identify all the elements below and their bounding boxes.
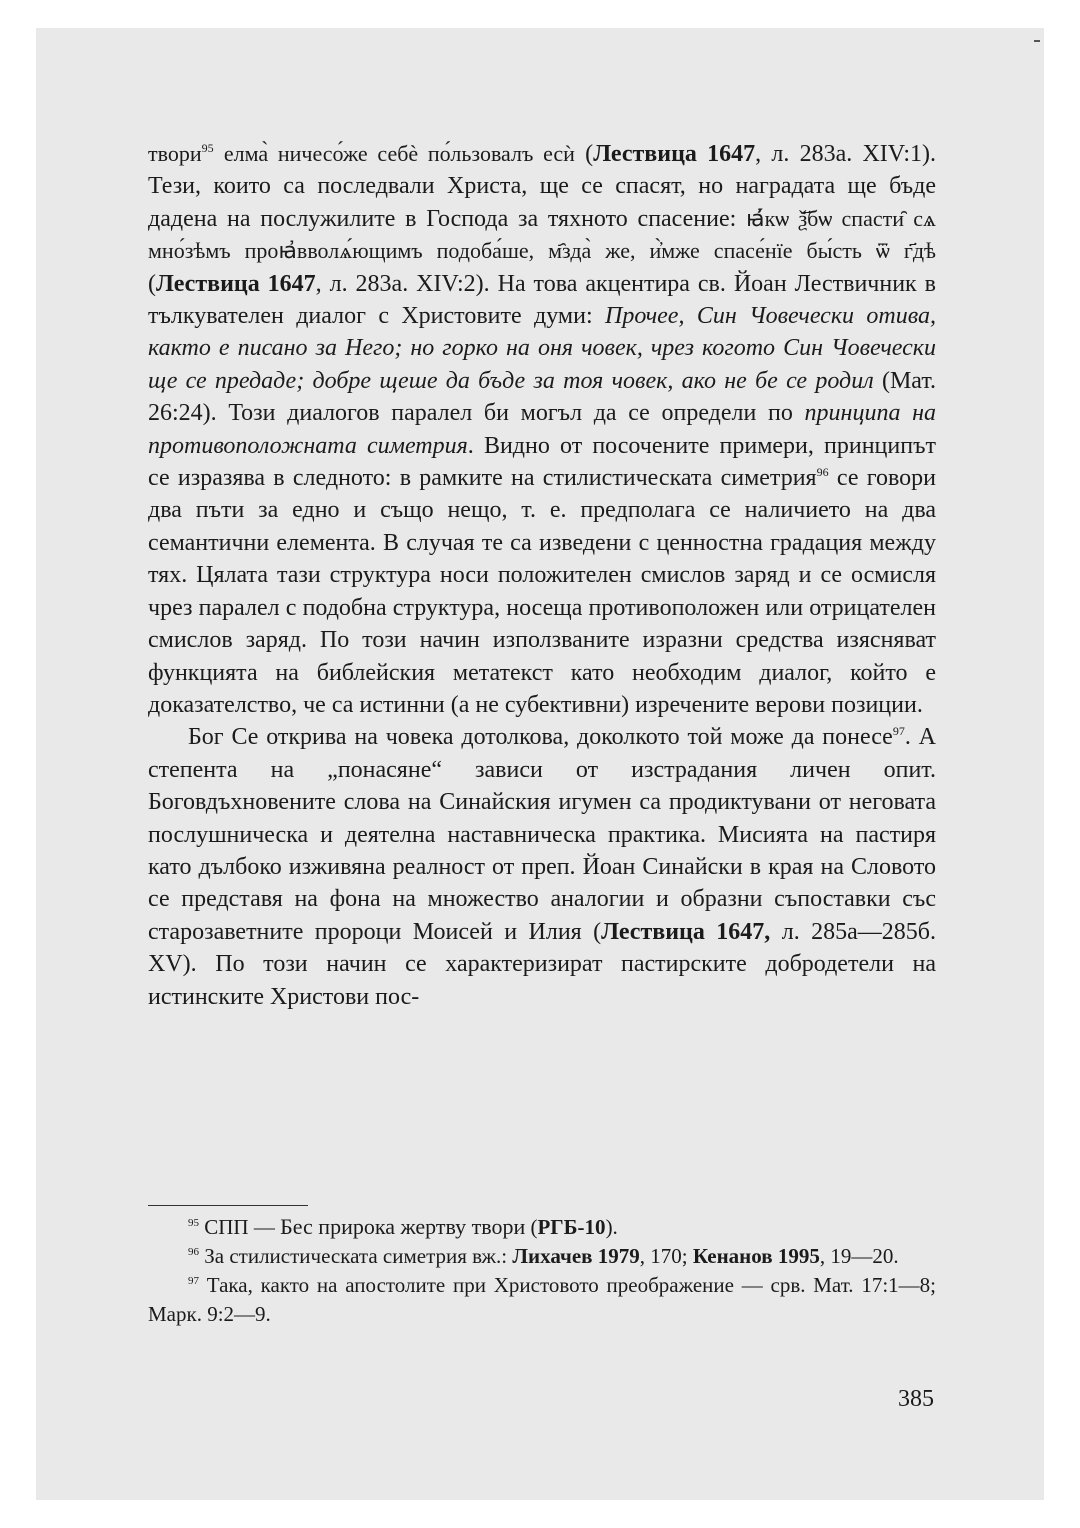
paragraph-2 (148, 721, 936, 1013)
footnote-number: 96 (188, 1246, 199, 1258)
text-run: За стилистическата симетрия вж.: (204, 1244, 513, 1268)
text-run: СПП — (204, 1215, 281, 1239)
footnote-95 (148, 1212, 936, 1242)
footnote-ref-96[interactable]: 96 (816, 465, 829, 480)
text-run: Бог Се открива на човека дотолкова, доколкото той може да понесе (188, 724, 893, 751)
text-run: л. 285а—285б. XV). По този начин се характеризират пастирските добродетели на истинските Христови пос- (148, 918, 936, 1010)
church-slavonic-text: твори (148, 141, 202, 166)
main-text (148, 138, 936, 1013)
text-run: , 170; (639, 1244, 693, 1268)
text-run: . Видно от посочените примери, принципът се изразява в следното: в рамките на стилистическата симетрия (148, 432, 936, 492)
footnote-number: 95 (188, 1217, 199, 1229)
text-run: се говори два пъти за едно и също нещо, т. е. предполага се наличието на два семантични елемента. В случая те са изведени с ценностна градация между тях. Цялата тази структура носи положителен смислов заряд и се осмисля чрез паралел с подобна структура, носеща противоположен или отрицателен смислов заряд. По този начин използваните изразни средства изясняват функцията на библейския метатекст като необходим диалог, който е доказателство, че са истинни (а не субективни) изречените верови позиции. (148, 465, 936, 718)
page-corner-mark (1034, 40, 1040, 42)
paragraph-1 (148, 138, 936, 721)
footnote-ref-95[interactable]: 95 (201, 141, 214, 155)
text-run: ). (605, 1215, 618, 1239)
page-number: 385 (898, 1386, 934, 1412)
source-ref: Лихачев 1979 (512, 1244, 640, 1268)
church-slavonic-text: ꙗ҆́кѡ ѯ҃бѡ спасти̑ сѧ мно́зѣмъ проꙗ҆вволѧ́ющимъ подоба́ше, м҄зда̀ же, и҆̀мже спасе́нїе бы́сть ѿ г҃дѣ (148, 205, 936, 264)
bible-quote: Прочее, Син Човечески отива, както е писано за Него; но горко на оня човек, чрез когото Син Човечески ще се предаде; добре щеше да бъде за тоя човек, ако не бе се родил (148, 303, 936, 394)
text-run: , 19—20. (819, 1244, 899, 1268)
text-run: , л. 283а. XIV:1). Тези, които са последвали Христа, ще се спасят, но наградата ще бъде дадена на послужилите в Господа за тяхното спасение: (148, 141, 936, 232)
footnote-97 (148, 1271, 936, 1329)
term-italic: принципа на противоположната симетрия (148, 400, 937, 459)
text-run: . А степента на „понасяне“ зависи от изстрадания личен опит. Боговдъхновените слова на Синайския игумен са продиктувани от неговата послушническа и деятелна наставническа практика. Мисията на пастиря като дълбоко изживяна реалност от преп. Йоан Синайски в края на Словото се представя на фона на множество аналогии и образни съпоставки със старозаветните пророци Моисей и Илия ( (148, 724, 936, 945)
church-slavonic-text: елма̀ ничесо́же себѐ по́льзовалъ есѝ (223, 141, 575, 166)
footnotes (148, 1212, 936, 1329)
church-slavonic-text: Бес прирока жертву твори (280, 1214, 526, 1239)
text-run: ( (525, 1215, 538, 1239)
text-run: , л. 283а. XIV:2). На това акцентира св. Йоан Лествичник в тълкувателен диалог с Христовите думи: (148, 270, 936, 330)
source-ref: Лествица 1647 (593, 141, 756, 167)
text-run: Така, както на апостолите при Христовото преображение — срв. Мат. 17:1—8; Марк. 9:2—9. (148, 1273, 936, 1326)
text-run: ( (148, 270, 156, 297)
source-ref: Лествица 1647, (601, 918, 771, 945)
text-run: (Мат. 26:24). Този диалогов паралел би могъл да се определи по (148, 367, 937, 427)
footnote-separator (148, 1205, 308, 1206)
source-ref: Лествица 1647 (156, 270, 316, 297)
footnote-96 (148, 1242, 936, 1271)
footnote-number: 97 (188, 1275, 199, 1287)
page-content (148, 138, 936, 1013)
footnote-ref-97[interactable]: 97 (892, 724, 905, 739)
source-ref: Кенанов 1995 (692, 1244, 820, 1268)
text-run: ( (574, 141, 594, 167)
source-ref: РГБ-10 (537, 1215, 606, 1239)
